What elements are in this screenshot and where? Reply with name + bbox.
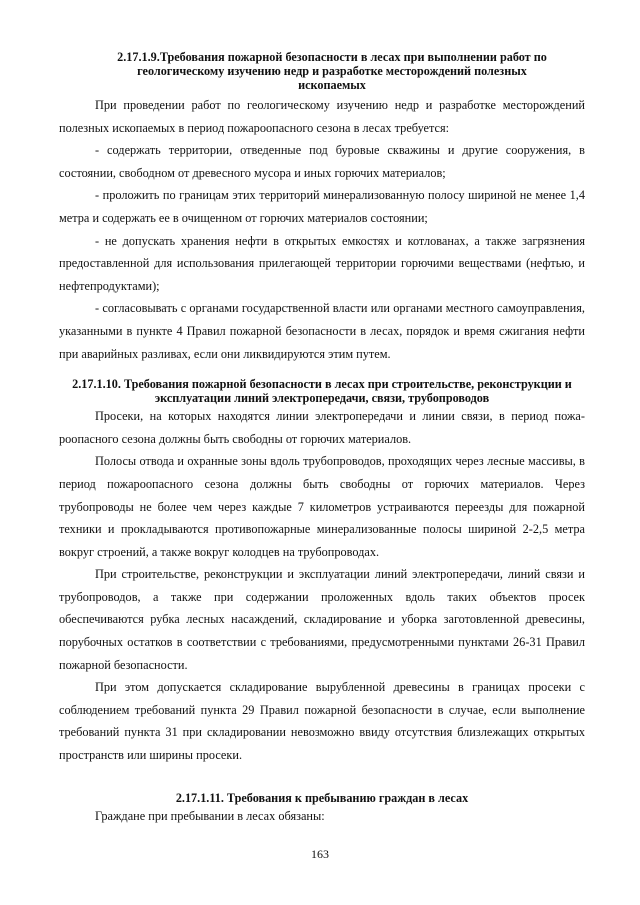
page-number: 163 (311, 847, 329, 861)
paragraph: При строительстве, реконструкции и эксплуатации линий электропередачи, линий связи и трубопроводов, а также при содержании проложенных вдоль таких объектов просек обеспечиваются рубка лесных насаждений, складирование и уборка заготовленной древесины, порубочных остатков в соответствии с требованиями, предусмотренными пунктами 26-31 Правил пожарной безопасности. (59, 567, 585, 672)
section-heading-2-17-1-9: 2.17.1.9.Требования пожарной безопасности в лесах при выполнении работ по геологическому изучению недр и разработке месторождений полезных ископаемых (117, 50, 547, 92)
paragraph: Полосы отвода и охранные зоны вдоль трубопроводов, проходящих через лесные массивы, в период пожароопасного сезона должны быть свободны от горючих материалов. Через трубопроводы не более чем через каждые 7 километров устраиваются переезды для пожарной техники и прокладываются противопожарные минерализованные полосы шириной 2-2,5 метра вокруг строений, а также вокруг колодцев на трубопроводах. (59, 454, 585, 559)
paragraph: Граждане при пребывании в лесах обязаны: (95, 808, 325, 823)
paragraph: При проведении работ по геологическому изучению недр и разработке месторождений полезных ископаемых в период пожароопасного сезона в лесах требуется: (59, 98, 585, 135)
section-heading-2-17-1-10: 2.17.1.10. Требования пожарной безопасности в лесах при строительстве, реконструкции и эксплуатации линий электропередачи, связи, трубопроводов (72, 377, 572, 406)
paragraph: При этом допускается складирование вырубленной древесины в границах просеки с соблюдением требований пункта 29 Правил пожарной безопасности в случае, если выполнение требований пункта 31 при складировании невозможно ввиду отсутствия близлежащих открытых пространств или ширины просеки. (59, 680, 585, 763)
paragraph: - согласовывать с органами государственной власти или органами местного самоуправления, указанными в пункте 4 Правил пожарной безопасности в лесах, порядок и время сжигания нефти при аварийных разливах, если они ликвидируются этим путем. (59, 301, 585, 361)
section-heading-2-17-1-11: 2.17.1.11. Требования к пребыванию граждан в лесах (175, 790, 469, 805)
document-page (59, 50, 585, 827)
paragraph: - не допускать хранения нефти в открытых емкостях и котлованах, а также загрязнения предоставленной для использования прилегающей территории горючими веществами (нефтью, и нефтепродуктами); (59, 233, 585, 293)
paragraph: - проложить по границам этих территорий минерализованную полосу шириной не менее 1,4 метра и содержать ее в очищенном от горючих материалов состоянии; (59, 188, 585, 225)
paragraph: - содержать территории, отведенные под буровые скважины и другие сооружения, в состоянии, свободном от древесного мусора и иных горючих материалов; (59, 143, 585, 180)
paragraph: Просеки, на которых находятся линии электропередачи и линии связи, в период пожароопасного сезона должны быть свободны от горючих материалов. (59, 409, 585, 446)
